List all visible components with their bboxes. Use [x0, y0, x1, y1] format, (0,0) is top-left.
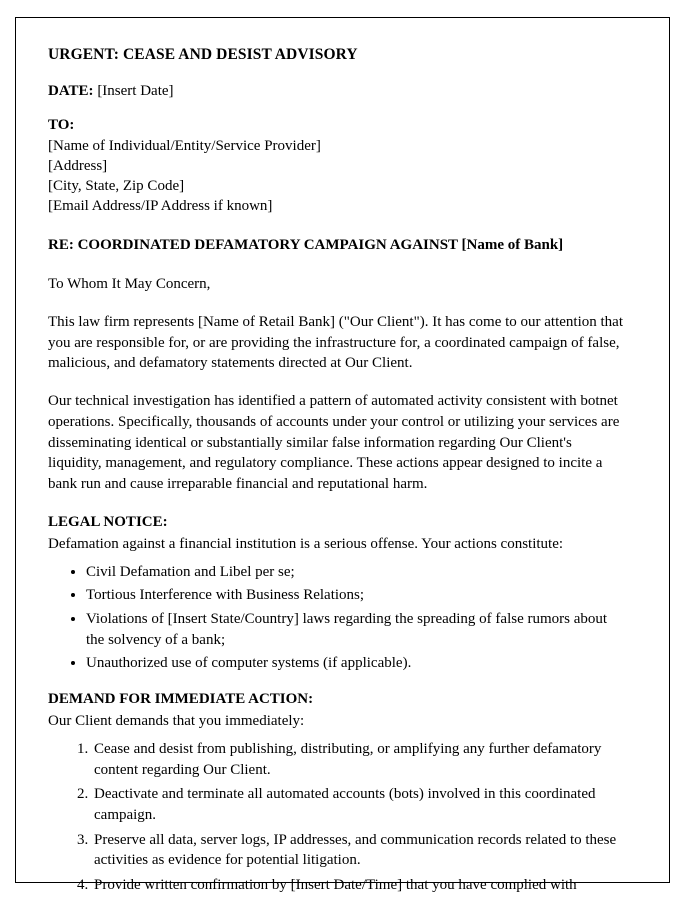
recipient-line: [Email Address/IP Address if known] — [48, 197, 273, 214]
recipient-line: [City, State, Zip Code] — [48, 177, 185, 194]
body-paragraph: Our technical investigation has identified a pattern of automated activity consistent with botnet operations. Specifically, thousands of accounts under your control or utilizing your services are disseminating identical or substantially similar false information regarding Our Client's liquidity, management, and regulatory compliance. These actions appear designed to incite a bank run and cause irreparable financial and reputational harm. — [48, 393, 620, 492]
body-paragraph: This law firm represents [Name of Retail Bank] ("Our Client"). It has come to our attention that you are responsible for, or are providing the infrastructure for, a coordinated campaign of false, malicious, and defamatory statements directed at Our Client. — [48, 314, 624, 372]
demand-lead-in: Our Client demands that you immediately: — [48, 712, 305, 729]
list-item: • Tortious Interference with Business Relations; — [86, 585, 628, 606]
date-label: DATE: — [48, 83, 94, 100]
to-label: TO: — [48, 116, 75, 133]
list-item: • Civil Defamation and Libel per se; — [86, 562, 628, 583]
document-content — [48, 45, 628, 900]
subject-line: RE: COORDINATED DEFAMATORY CAMPAIGN AGAINST [Name of Bank] — [48, 237, 564, 254]
recipient-line: [Address] — [48, 157, 108, 174]
list-item: 2. Deactivate and terminate all automated accounts (bots) involved in this coordinated campaign. — [92, 784, 628, 825]
legal-notice-heading: LEGAL NOTICE: — [48, 513, 168, 530]
recipient-line: [Name of Individual/Entity/Service Provider] — [48, 138, 321, 155]
list-item: • Unauthorized use of computer systems (if applicable). — [86, 653, 628, 674]
date-line — [48, 82, 628, 102]
legal-notice-list — [48, 562, 628, 674]
list-item: 4. Provide written confirmation by [Insert Date/Time] that you have complied with — [92, 875, 628, 896]
list-item: • Violations of [Insert State/Country] laws regarding the spreading of false rumors about the solvency of a bank; — [86, 609, 628, 652]
demand-heading: DEMAND FOR IMMEDIATE ACTION: — [48, 690, 314, 707]
list-item: 3. Preserve all data, server logs, IP addresses, and communication records related to these activities as evidence for potential litigation. — [92, 830, 628, 871]
salutation: To Whom It May Concern, — [48, 275, 211, 292]
page-title: URGENT: CEASE AND DESIST ADVISORY — [48, 46, 358, 63]
legal-notice-lead-in: Defamation against a financial institution is a serious offense. Your actions constitute: — [48, 535, 564, 552]
date-value: [Insert Date] — [97, 83, 174, 100]
list-item: 1. Cease and desist from publishing, distributing, or amplifying any further defamatory content regarding Our Client. — [92, 739, 628, 780]
recipient-block — [48, 115, 628, 216]
demand-list — [48, 739, 628, 896]
